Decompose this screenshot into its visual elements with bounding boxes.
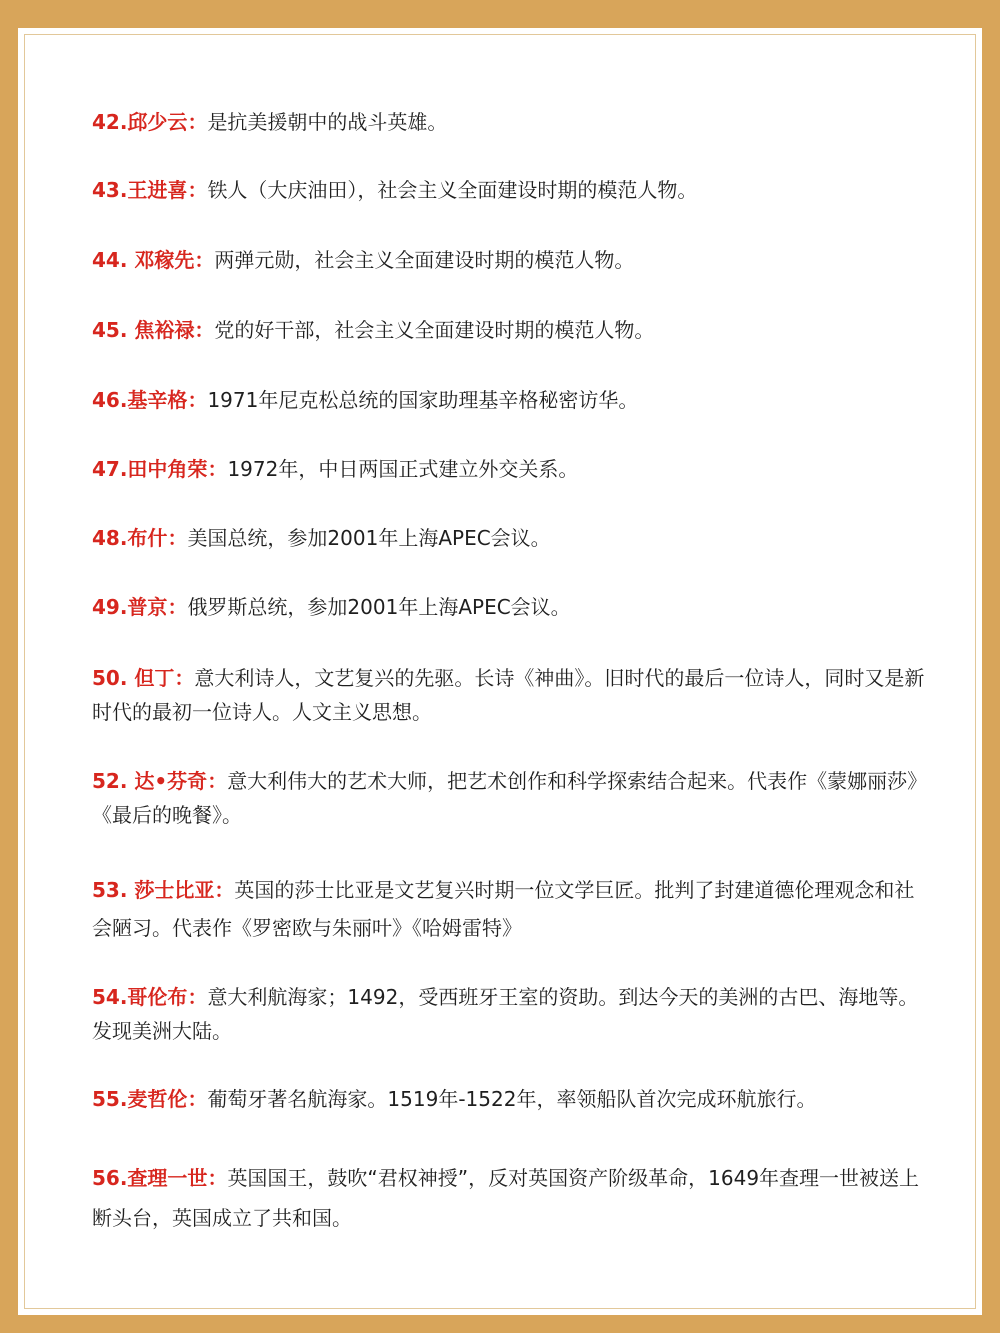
entry-name: 42.邱少云 [92, 110, 188, 134]
entry-text: 意大利诗人，文艺复兴的先驱。长诗《神曲》。旧时代的最后一位诗人，同时又是新时代的最初一位诗人。人文主义思想。 [92, 666, 925, 724]
entry-text: 英国国王，鼓吹“君权神授”，反对英国资产阶级革命，1649年查理一世被送上断头台，英国成立了共和国。 [92, 1166, 920, 1230]
entry-text: 两弹元勋，社会主义全面建设时期的模范人物。 [214, 248, 635, 272]
entry-text: 美国总统，参加2001年上海APEC会议。 [187, 526, 551, 550]
entry-47: 47.田中角荣：1972年，中日两国正式建立外交关系。 [92, 457, 579, 481]
entry-name: 47.田中角荣 [92, 457, 208, 481]
entry-name: 48.布什 [92, 526, 168, 550]
entry-name: 45. 焦裕禄 [92, 318, 195, 342]
entry-text: 意大利伟大的艺术大师，把艺术创作和科学探索结合起来。代表作《蒙娜丽莎》《最后的晚餐》。 [92, 769, 928, 827]
entry-42: 42.邱少云：是抗美援朝中的战斗英雄。 [92, 110, 448, 134]
entry-name: 49.普京 [92, 595, 168, 619]
entry-54: 54.哥伦布：意大利航海家；1492，受西班牙王室的资助。到达今天的美洲的古巴、海地等。发现美洲大陆。 [92, 985, 919, 1043]
entry-name: 55.麦哲伦 [92, 1087, 188, 1111]
entry-43: 43.王进喜：铁人（大庆油田），社会主义全面建设时期的模范人物。 [92, 178, 698, 202]
entry-52: 52. 达•芬奇：意大利伟大的艺术大师，把艺术创作和科学探索结合起来。代表作《蒙娜丽莎》《最后的晚餐》。 [92, 769, 928, 827]
entry-55: 55.麦哲伦：葡萄牙著名航海家。1519年-1522年，率领船队首次完成环航旅行。 [92, 1087, 817, 1111]
entry-48: 48.布什：美国总统，参加2001年上海APEC会议。 [92, 526, 551, 550]
entry-text: 是抗美援朝中的战斗英雄。 [207, 110, 448, 134]
entry-name: 43.王进喜 [92, 178, 188, 202]
entry-text: 1971年尼克松总统的国家助理基辛格秘密访华。 [207, 388, 639, 412]
entry-45: 45. 焦裕禄：党的好干部，社会主义全面建设时期的模范人物。 [92, 318, 655, 342]
entry-name: 53. 莎士比亚 [92, 878, 215, 902]
entry-text: 铁人（大庆油田），社会主义全面建设时期的模范人物。 [207, 178, 698, 202]
entry-name: 50. 但丁 [92, 666, 175, 690]
entry-50: 50. 但丁：意大利诗人，文艺复兴的先驱。长诗《神曲》。旧时代的最后一位诗人，同时又是新时代的最初一位诗人。人文主义思想。 [92, 666, 925, 724]
entry-56: 56.查理一世：英国国王，鼓吹“君权神授”，反对英国资产阶级革命，1649年查理一世被送上断头台，英国成立了共和国。 [92, 1166, 920, 1230]
entry-name: 46.基辛格 [92, 388, 188, 412]
entry-text: 1972年，中日两国正式建立外交关系。 [227, 457, 579, 481]
entry-name: 54.哥伦布 [92, 985, 188, 1009]
entry-text: 俄罗斯总统，参加2001年上海APEC会议。 [187, 595, 571, 619]
entry-name: 44. 邓稼先 [92, 248, 195, 272]
entry-46: 46.基辛格：1971年尼克松总统的国家助理基辛格秘密访华。 [92, 388, 639, 412]
entry-49: 49.普京：俄罗斯总统，参加2001年上海APEC会议。 [92, 595, 571, 619]
page-frame [18, 28, 982, 1315]
entry-text: 英国的莎士比亚是文艺复兴时期一位文学巨匠。批判了封建道德伦理观念和社会陋习。代表作《罗密欧与朱丽叶》《哈姆雷特》 [92, 878, 915, 940]
entry-name: 52. 达•芬奇 [92, 769, 208, 793]
entry-44: 44. 邓稼先：两弹元勋，社会主义全面建设时期的模范人物。 [92, 248, 635, 272]
entry-text: 意大利航海家；1492，受西班牙王室的资助。到达今天的美洲的古巴、海地等。发现美洲大陆。 [92, 985, 919, 1043]
entry-53: 53. 莎士比亚：英国的莎士比亚是文艺复兴时期一位文学巨匠。批判了封建道德伦理观念和社会陋习。代表作《罗密欧与朱丽叶》《哈姆雷特》 [92, 878, 915, 940]
entry-text: 党的好干部，社会主义全面建设时期的模范人物。 [214, 318, 655, 342]
entry-name: 56.查理一世 [92, 1166, 208, 1190]
entry-text: 葡萄牙著名航海家。1519年-1522年，率领船队首次完成环航旅行。 [207, 1087, 817, 1111]
